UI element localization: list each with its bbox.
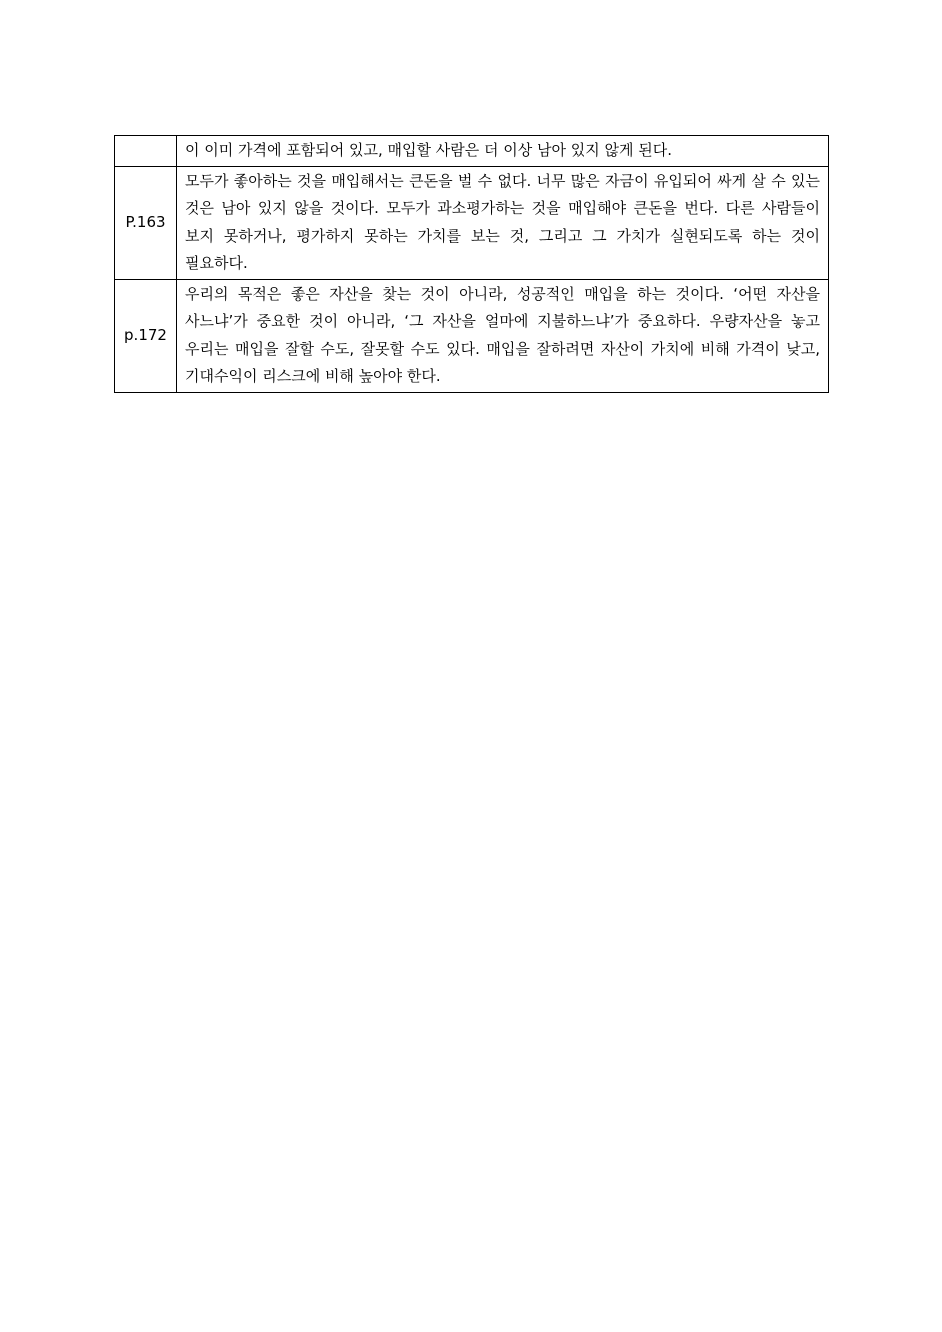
table-row: [115, 279, 829, 392]
quote-table: [114, 135, 829, 393]
table-row: [115, 136, 829, 167]
quote-text-cell: 이 이미 가격에 포함되어 있고, 매입할 사람은 더 이상 남아 있지 않게 된다.: [177, 136, 829, 167]
page-number-cell: P.163: [115, 166, 177, 279]
quote-text-cell: 우리의 목적은 좋은 자산을 찾는 것이 아니라, 성공적인 매입을 하는 것이다. ‘어떤 자산을 사느냐’가 중요한 것이 아니라, ‘그 자산을 얼마에 지불하느냐’가 중요하다. 우량자산을 놓고 우리는 매입을 잘할 수도, 잘못할 수도 있다. 매입을 잘하려면 자산이 가치에 비해 가격이 낮고, 기대수익이 리스크에 비해 높아야 한다.: [177, 279, 829, 392]
quote-text-cell: 모두가 좋아하는 것을 매입해서는 큰돈을 벌 수 없다. 너무 많은 자금이 유입되어 싸게 살 수 있는 것은 남아 있지 않을 것이다. 모두가 과소평가하는 것을 매입해야 큰돈을 번다. 다른 사람들이 보지 못하거나, 평가하지 못하는 가치를 보는 것, 그리고 그 가치가 실현되도록 하는 것이 필요하다.: [177, 166, 829, 279]
page-number-cell: [115, 136, 177, 167]
page-number-cell: p.172: [115, 279, 177, 392]
table-row: [115, 166, 829, 279]
